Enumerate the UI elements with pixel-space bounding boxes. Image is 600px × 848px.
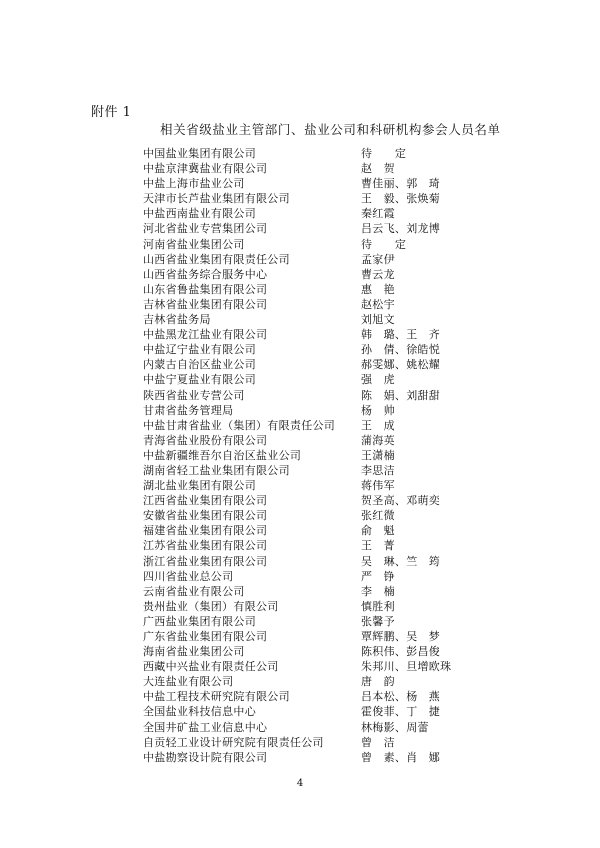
list-item: [143, 403, 463, 418]
organization-name: 江苏省盐业集团有限公司: [143, 539, 268, 553]
attendee-names: 待 定: [361, 147, 407, 160]
attendee-names: 郝雯娜、姚松耀: [361, 358, 441, 372]
list-item: [143, 357, 463, 372]
attendee-names: 俞 魁: [361, 524, 395, 538]
list-item: [143, 206, 463, 221]
organization-name: 青海省盐业股份有限公司: [143, 433, 268, 447]
list-item: [143, 493, 463, 508]
attendee-names: 待 定: [361, 237, 407, 251]
organization-name: 山西省盐业集团有限责任公司: [143, 252, 290, 266]
attendee-names: 吕云飞、刘龙博: [361, 222, 441, 236]
attendee-names: 唐 韵: [361, 675, 395, 689]
list-item: [143, 433, 463, 448]
organization-name: 全国井矿盐工业信息中心: [143, 720, 268, 734]
organization-name: 吉林省盐务局: [143, 313, 211, 327]
organization-name: 中盐辽宁盐业有限公司: [143, 343, 256, 357]
organization-name: 广西盐业集团有限公司: [143, 614, 256, 628]
attendee-names: 陈积伟、彭昌俊: [361, 645, 441, 659]
attendee-list: [143, 146, 463, 765]
list-item: [143, 584, 463, 599]
attachment-label: 附件 1: [91, 105, 132, 120]
organization-name: 中盐上海市盐业公司: [143, 177, 245, 191]
list-item: [143, 191, 463, 206]
organization-name: 湖北盐业集团有限公司: [143, 479, 256, 493]
attendee-names: 王 菁: [361, 539, 395, 553]
list-item: [143, 297, 463, 312]
list-item: [143, 176, 463, 191]
list-item: [143, 388, 463, 403]
organization-name: 吉林省盐业集团有限公司: [143, 297, 268, 311]
organization-name: 湖南省轻工盐业集团有限公司: [143, 463, 290, 477]
attendee-names: 杨 帅: [361, 403, 395, 417]
attendee-names: 吴 琳、竺 筠: [361, 554, 441, 568]
attendee-names: 吕本松、杨 燕: [361, 690, 441, 704]
list-item: [143, 372, 463, 387]
organization-name: 天津市长芦盐业集团有限公司: [143, 192, 290, 206]
attendee-names: 张馨予: [361, 614, 395, 628]
organization-name: 中盐京津冀盐业有限公司: [143, 162, 268, 176]
list-item: [143, 508, 463, 523]
list-item: [143, 237, 463, 252]
list-item: [143, 146, 463, 161]
organization-name: 河北省盐业专营集团公司: [143, 222, 268, 236]
attendee-names: 韩 璐、王 齐: [361, 328, 441, 342]
list-item: [143, 689, 463, 704]
organization-name: 河南省盐业集团公司: [143, 237, 245, 251]
list-item: [143, 538, 463, 553]
attendee-names: 王潇楠: [361, 448, 395, 462]
attendee-names: 王 毅、张焕菊: [361, 192, 441, 206]
organization-name: 全国盐业科技信息中心: [143, 705, 256, 719]
organization-name: 海南省盐业集团公司: [143, 645, 245, 659]
organization-name: 西藏中兴盐业有限责任公司: [143, 660, 279, 674]
list-item: [143, 327, 463, 342]
list-item: [143, 659, 463, 674]
attendee-names: 曹佳丽、郭 琦: [361, 177, 441, 191]
list-item: [143, 569, 463, 584]
attendee-names: 蒲海英: [361, 433, 395, 447]
list-item: [143, 418, 463, 433]
list-item: [143, 282, 463, 297]
list-item: [143, 614, 463, 629]
attendee-names: 曾 洁: [361, 735, 395, 749]
organization-name: 大连盐业有限公司: [143, 675, 234, 689]
page-number: 4: [296, 778, 304, 789]
list-item: [143, 161, 463, 176]
attendee-names: 霍俊菲、丁 捷: [361, 705, 441, 719]
organization-name: 广东省盐业集团有限公司: [143, 630, 268, 643]
document-title: 相关省级盐业主管部门、盐业公司和科研机构参会人员名单: [160, 122, 501, 137]
organization-name: 山西省盐务综合服务中心: [143, 267, 268, 281]
list-item: [143, 554, 463, 569]
list-item: [143, 342, 463, 357]
organization-name: 云南省盐业有限公司: [143, 584, 245, 598]
organization-name: 四川省盐业总公司: [143, 569, 234, 583]
list-item: [143, 478, 463, 493]
organization-name: 自贡轻工业设计研究院有限责任公司: [143, 735, 324, 749]
list-item: [143, 735, 463, 750]
list-item: [143, 448, 463, 463]
attendee-names: 王 成: [361, 418, 395, 432]
organization-name: 中盐工程技术研究院有限公司: [143, 690, 290, 704]
organization-name: 中盐西南盐业有限公司: [143, 207, 256, 221]
attendee-names: 覃辉鹏、吴 梦: [361, 630, 441, 643]
list-item: [143, 720, 463, 735]
organization-name: 中盐勘察设计院有限公司: [143, 750, 268, 764]
attendee-names: 李思洁: [361, 463, 395, 477]
list-item: [143, 674, 463, 689]
attendee-names: 曹云龙: [361, 267, 395, 281]
list-item: [143, 252, 463, 267]
organization-name: 甘肃省盐务管理局: [143, 403, 234, 417]
attendee-names: 孙 倩、徐皓悦: [361, 343, 441, 357]
organization-name: 中盐黑龙江盐业有限公司: [143, 328, 268, 342]
organization-name: 内蒙古自治区盐业公司: [143, 358, 256, 372]
list-item: [143, 629, 463, 644]
attendee-names: 贺圣高、邓萌奕: [361, 494, 441, 508]
list-item: [143, 312, 463, 327]
list-item: [143, 599, 463, 614]
attendee-names: 慎胜利: [361, 599, 395, 613]
organization-name: 中盐宁夏盐业有限公司: [143, 373, 256, 387]
list-item: [143, 221, 463, 236]
organization-name: 安徽省盐业集团有限公司: [143, 509, 268, 523]
organization-name: 陕西省盐业专营公司: [143, 388, 245, 402]
attendee-names: 秦红霞: [361, 207, 395, 221]
list-item: [143, 463, 463, 478]
list-item: [143, 523, 463, 538]
organization-name: 中盐新疆维吾尔自治区盐业公司: [143, 448, 302, 462]
organization-name: 山东省鲁盐集团有限公司: [143, 282, 268, 296]
attendee-names: 强 虎: [361, 373, 395, 387]
organization-name: 浙江省盐业集团有限公司: [143, 554, 268, 568]
attendee-names: 曾 素、肖 娜: [361, 750, 441, 764]
attendee-names: 蒋伟军: [361, 479, 395, 493]
list-item: [143, 750, 463, 765]
attendee-names: 孟家伊: [361, 252, 395, 266]
list-item: [143, 644, 463, 659]
attendee-names: 严 铮: [361, 569, 395, 583]
attendee-names: 陈 娟、刘甜甜: [361, 388, 441, 402]
organization-name: 贵州盐业（集团）有限公司: [143, 599, 279, 613]
organization-name: 中国盐业集团有限公司: [143, 147, 256, 160]
list-item: [143, 267, 463, 282]
attendee-names: 李 楠: [361, 584, 395, 598]
organization-name: 江西省盐业集团有限公司: [143, 494, 268, 508]
attendee-names: 张红微: [361, 509, 395, 523]
attendee-names: 赵松宇: [361, 297, 395, 311]
attendee-names: 刘旭文: [361, 313, 395, 327]
organization-name: 福建省盐业集团有限公司: [143, 524, 268, 538]
attendee-names: 林梅影、周蕾: [361, 720, 429, 734]
attendee-names: 朱邦川、旦增欧珠: [361, 660, 452, 674]
attendee-names: 赵 贺: [361, 162, 395, 176]
organization-name: 中盐甘肃省盐业（集团）有限责任公司: [143, 418, 336, 432]
list-item: [143, 704, 463, 719]
attendee-names: 惠 艳: [361, 282, 395, 296]
